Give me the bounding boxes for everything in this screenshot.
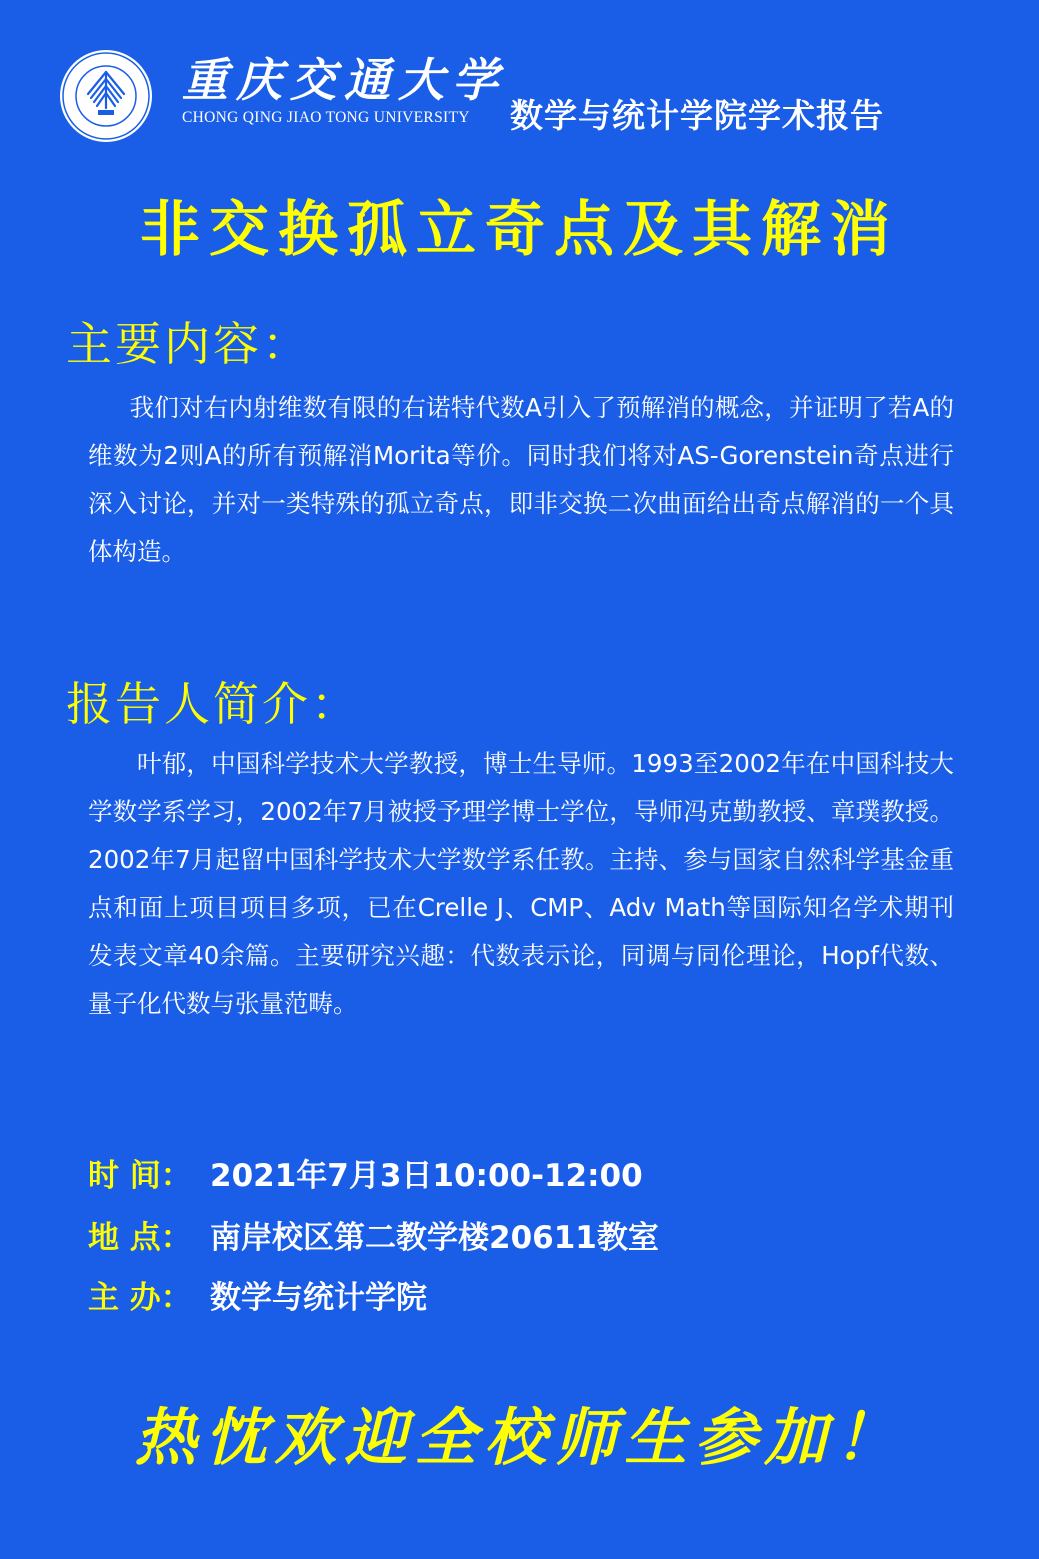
place-value: 南岸校区第二教学楼20611教室 <box>210 1220 659 1256</box>
university-name-en: CHONG QING JIAO TONG UNIVERSITY <box>182 109 470 126</box>
report-series-title: 数学与统计学院学术报告 <box>510 96 884 135</box>
speaker-paragraph: 叶郁，中国科学技术大学教授，博士生导师。1993至2002年在中国科技大学数学系学习，2002年7月被授予理学博士学位，导师冯克勤教授、章璞教授。2002年7月起留中国科学技术大学数学系任教。主持、参与国家自然科学基金重点和面上项目项目多项，已在Crelle J、CMP、Adv Math等国际知名学术期刊发表文章40余篇。主要研究兴趣：代数表示论，同调与同伦理论，Hopf代数、量子化代数与张量范畴。 <box>88 749 954 1018</box>
host-value: 数学与统计学院 <box>210 1280 427 1316</box>
time-row <box>88 1154 643 1198</box>
university-name-cn: 重庆交通大学 <box>182 53 506 107</box>
abstract-text <box>88 384 954 576</box>
host-label: 主 办： <box>88 1280 192 1316</box>
university-wordmark <box>182 52 506 128</box>
lecture-title: 非交换孤立奇点及其解消 <box>140 195 899 265</box>
place-label: 地 点： <box>88 1220 192 1256</box>
abstract-paragraph: 我们对右内射维数有限的右诺特代数A引入了预解消的概念，并证明了若A的维数为2则A的所有预解消Morita等价。同时我们将对AS-Gorenstein奇点进行深入讨论，并对一类特殊的孤立奇点，即非交换二次曲面给出奇点解消的一个具体构造。 <box>88 393 954 566</box>
speaker-heading: 报告人简介： <box>66 677 360 731</box>
abstract-heading: 主要内容： <box>66 317 311 371</box>
welcome-banner: 热忱欢迎全校师生参加！ <box>134 1401 905 1474</box>
host-row <box>88 1276 427 1320</box>
time-value: 2021年7月3日10:00-12:00 <box>210 1158 643 1194</box>
speaker-bio <box>88 740 954 1028</box>
place-row <box>88 1216 659 1260</box>
time-label: 时 间： <box>88 1158 192 1194</box>
university-seal-logo <box>58 48 154 144</box>
